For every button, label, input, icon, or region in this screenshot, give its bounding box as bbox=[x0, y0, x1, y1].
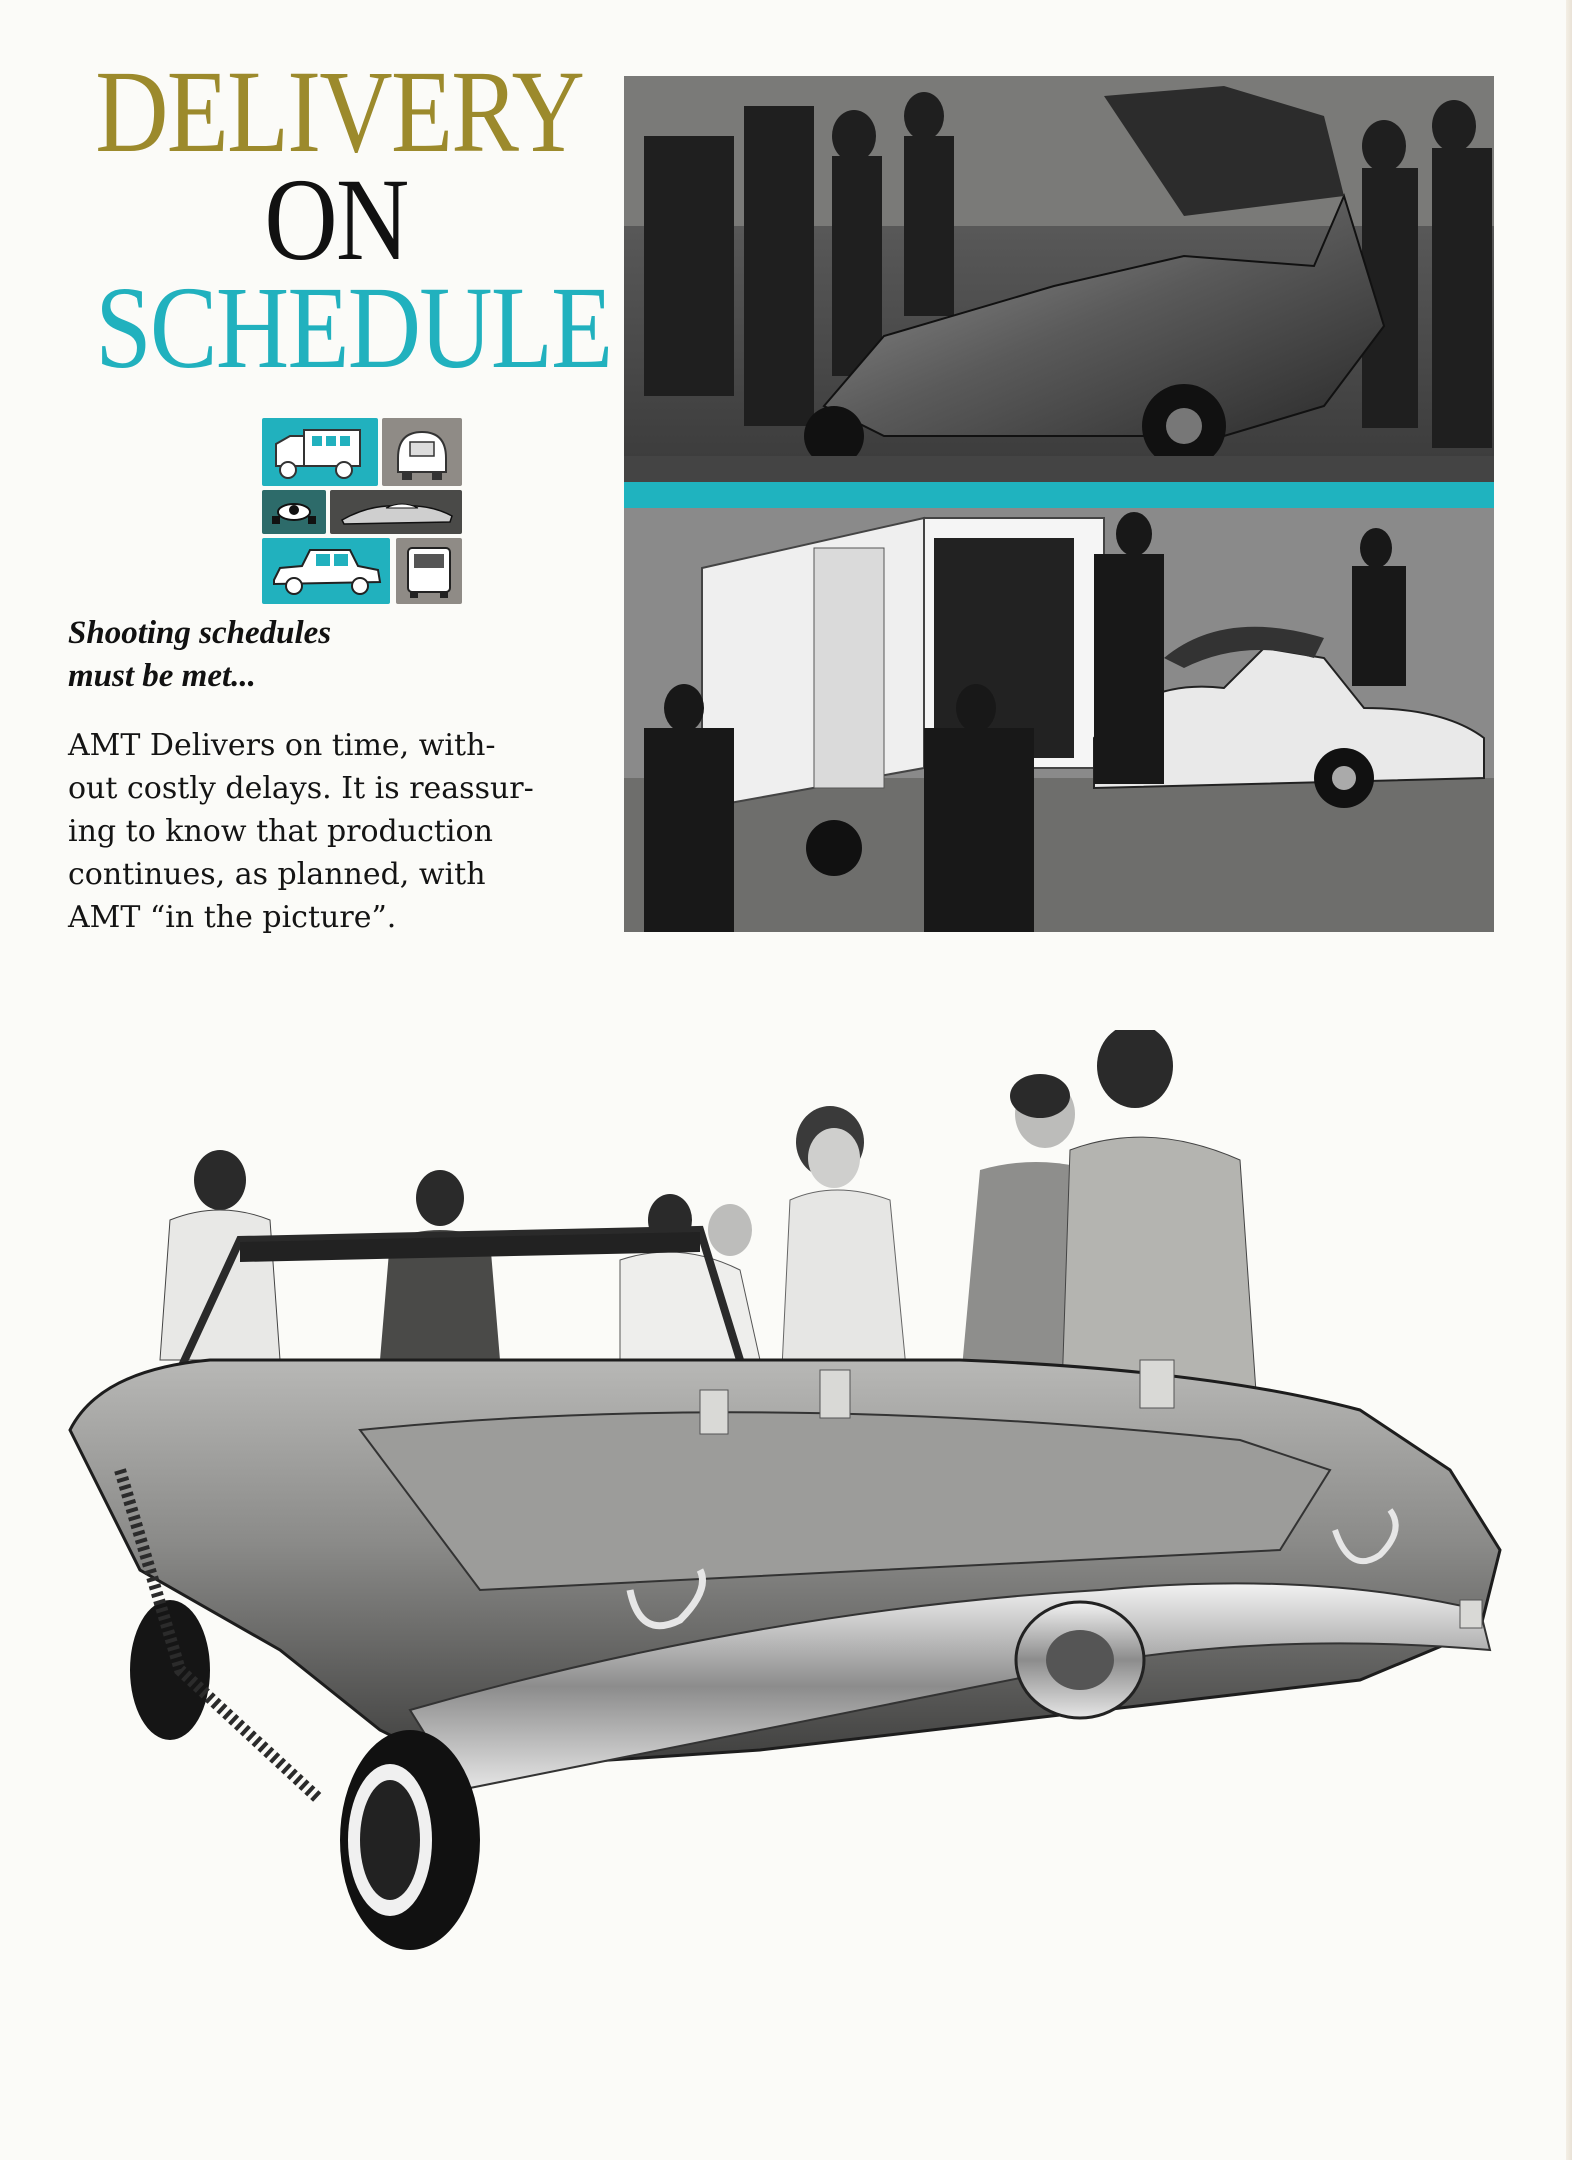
body-line: continues, as planned, with bbox=[68, 857, 486, 892]
truck-delivery-photo bbox=[624, 508, 1494, 932]
body-line: out costly delays. It is reassur- bbox=[68, 771, 534, 806]
body-line: AMT “in the picture”. bbox=[68, 900, 397, 935]
headline-delivery: DELIVERY bbox=[95, 46, 584, 177]
imperial-convertible-photo bbox=[60, 1030, 1560, 1960]
headline bbox=[56, 46, 616, 393]
concept-car-icon bbox=[330, 490, 462, 534]
subheading-line: Shooting schedules bbox=[68, 615, 332, 651]
sedan-icon bbox=[262, 538, 390, 604]
headline-schedule: SCHEDULE bbox=[95, 262, 612, 393]
teal-divider-bar bbox=[624, 482, 1494, 508]
vehicle-icon-grid bbox=[262, 418, 462, 604]
race-car-icon bbox=[262, 490, 326, 534]
vintage-truck-icon bbox=[262, 418, 378, 486]
subheading-line: must be met... bbox=[68, 658, 256, 694]
headline-on: ON bbox=[264, 154, 408, 285]
body-paragraph bbox=[68, 724, 568, 939]
van-icon bbox=[396, 538, 462, 604]
page-edge bbox=[1566, 0, 1572, 2160]
body-line: ing to know that production bbox=[68, 814, 493, 849]
subheading bbox=[68, 612, 488, 698]
film-set-concept-car-photo bbox=[624, 76, 1494, 482]
classic-car-front-icon bbox=[382, 418, 462, 486]
body-line: AMT Delivers on time, with- bbox=[68, 728, 496, 763]
